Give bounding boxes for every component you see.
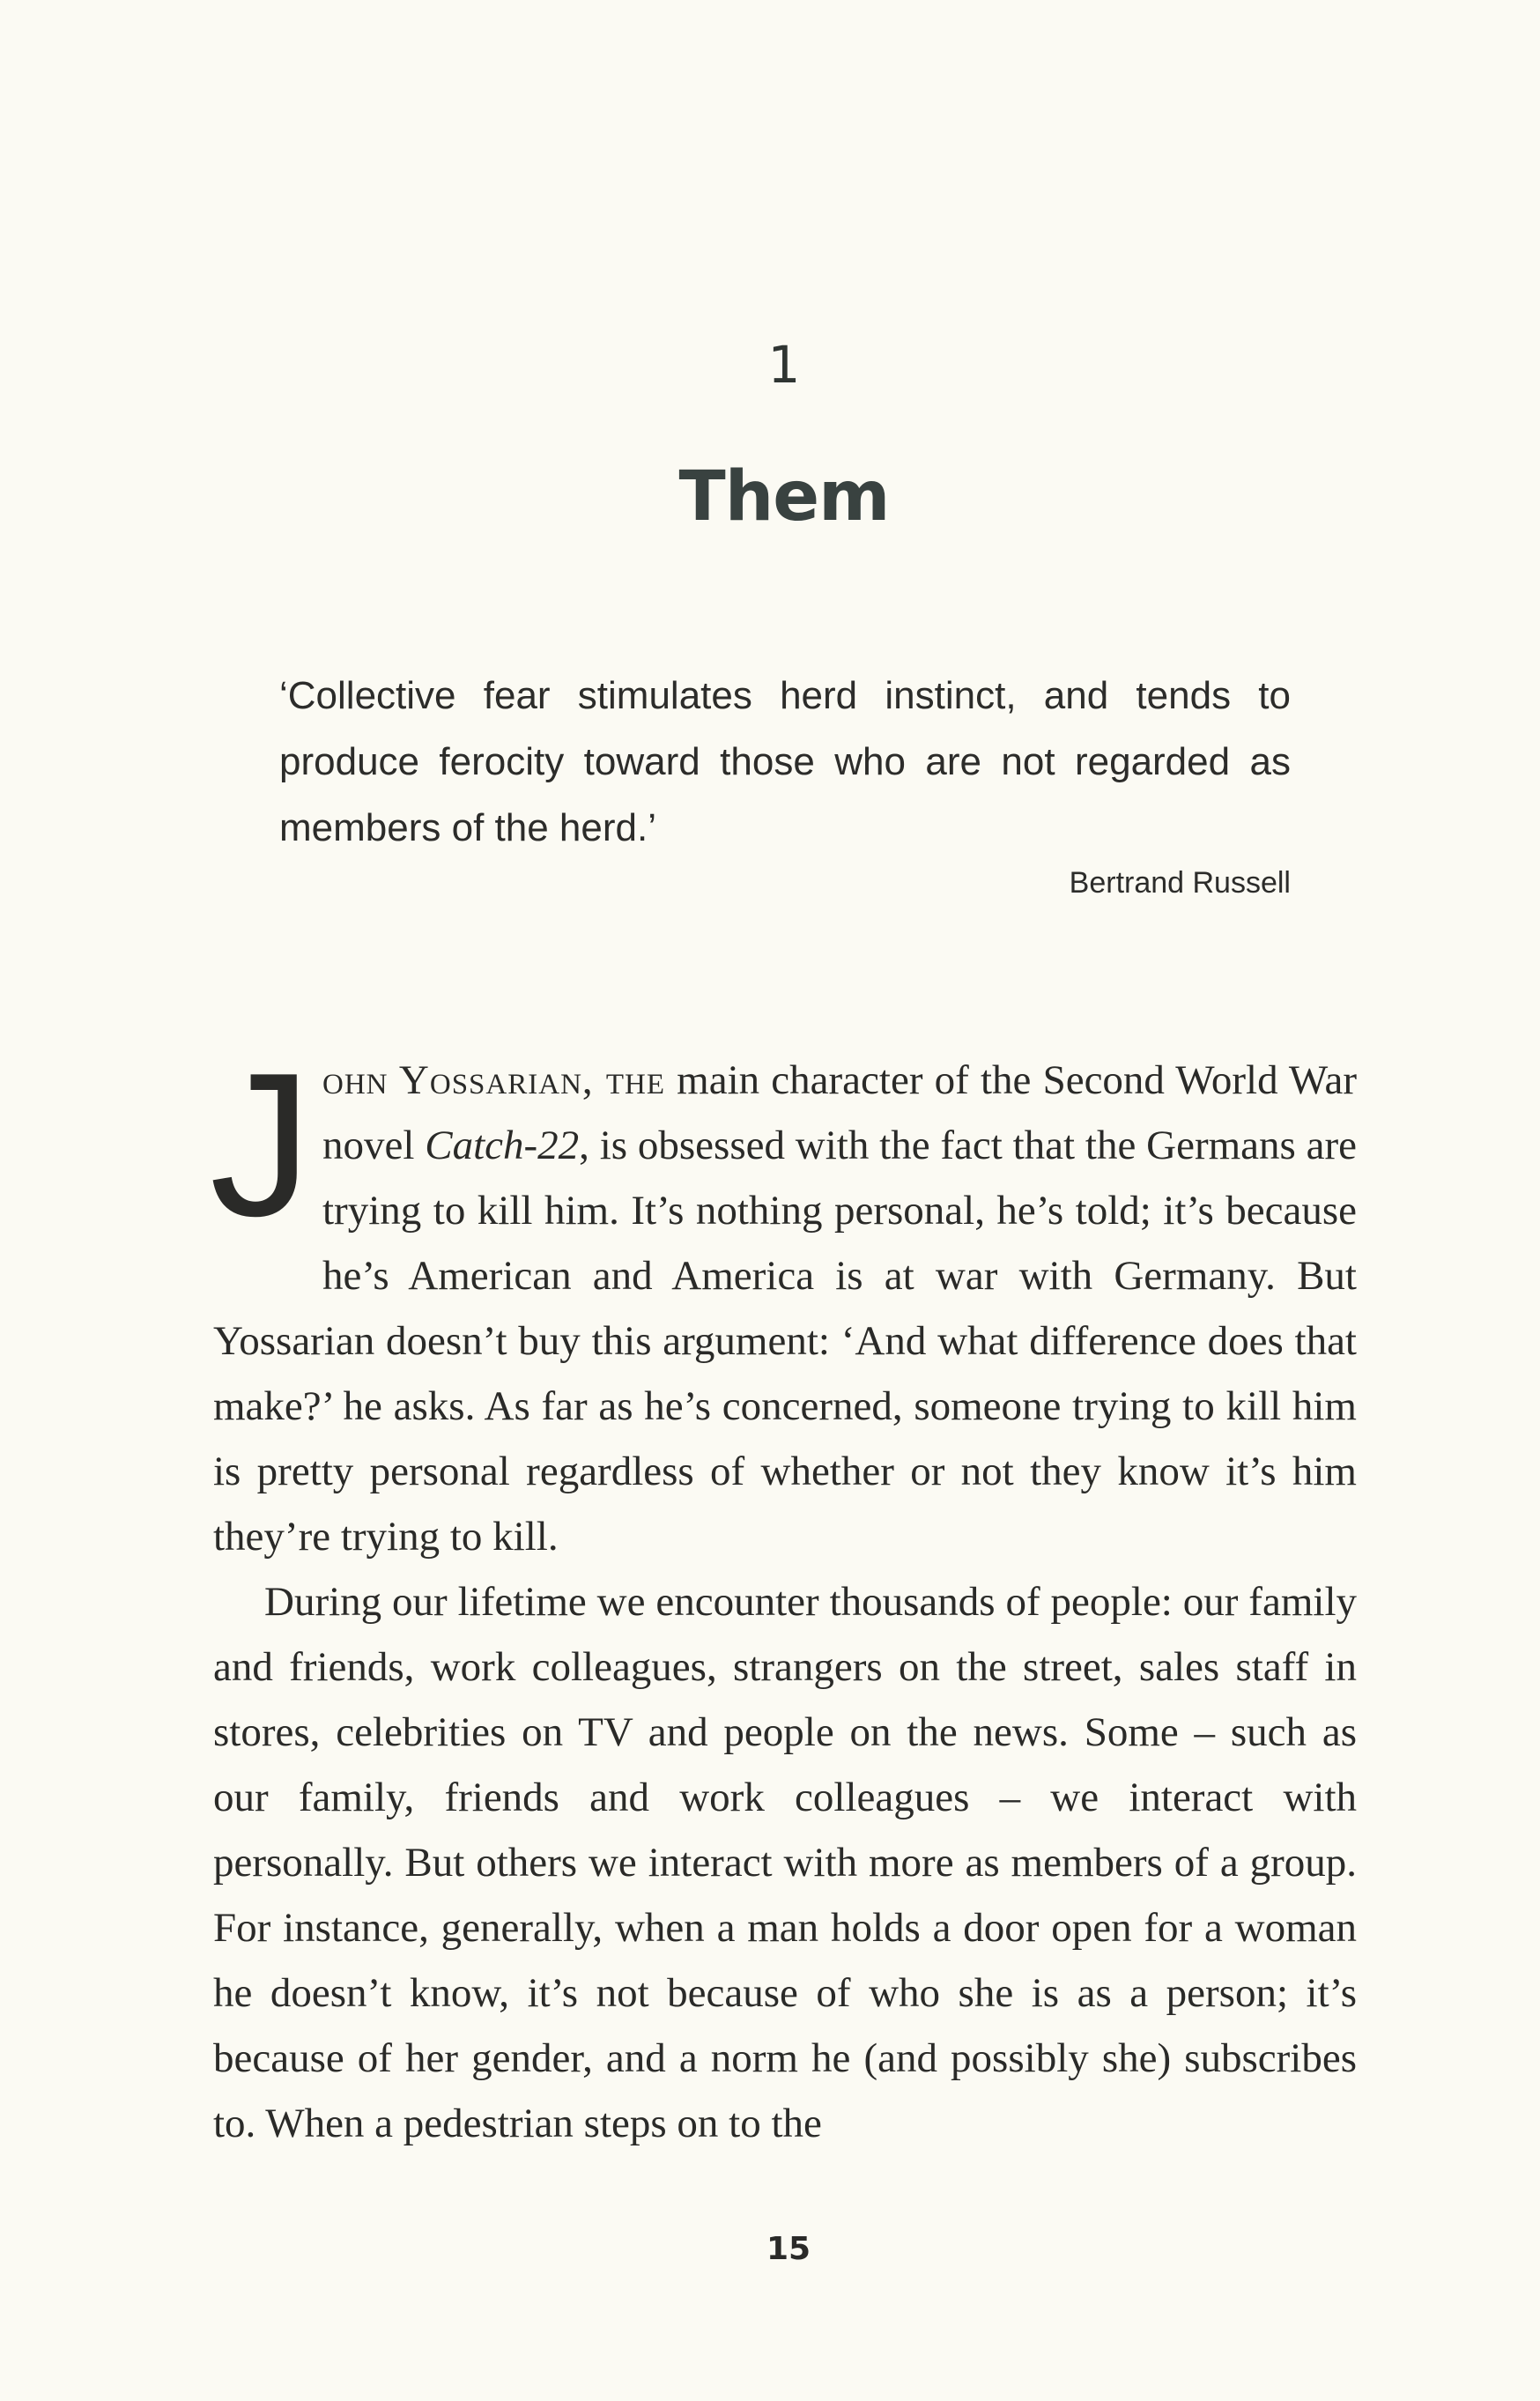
epigraph-quote: ‘Collective fear stimulates herd instinct, and tends to produce ferocity toward those who are not regarded as members of the herd.’	[279, 674, 1291, 849]
paragraph-1-text-a: main character of the Second World War novel	[322, 1057, 1358, 1168]
lead-in-smallcaps: ohn Yossarian, the	[322, 1057, 665, 1103]
chapter-title: Them	[678, 457, 890, 537]
page-number: 15	[766, 2231, 811, 2267]
paragraph-1	[210, 1031, 1358, 1569]
chapter-number: 1	[767, 335, 801, 395]
book-title-italic: Catch-22	[425, 1123, 580, 1168]
paragraph-1-text-b: , is obsessed with the fact that the Germans are trying to kill him. It’s nothing personal, he’s told; it’s because he’s American and America is at war with Germany. But Yossarian doesn’t buy this argument: ‘And what difference does that make?’ he asks. As far as he’s concerned, someone trying to kill him is pretty personal regardless of whether or not they know it’s him they’re trying to kill.	[213, 1123, 1357, 1560]
drop-cap: J	[210, 1031, 312, 1259]
paragraph-2: During our lifetime we encounter thousands of people: our family and friends, work colleagues, strangers on the street, sales staff in stores, celebrities on TV and people on the news. Some – such as our family, friends and work colleagues – we interact with personally. But others we interact with more as members of a group. For instance, generally, when a man holds a door open for a woman he doesn’t know, it’s not because of who she is as a person; it’s because of her gender, and a norm he (and possibly she) subscribes to. When a pedestrian steps on to the	[213, 1579, 1357, 2146]
body-text	[210, 1031, 1358, 2156]
epigraph-attribution: Bertrand Russell	[1069, 866, 1291, 900]
